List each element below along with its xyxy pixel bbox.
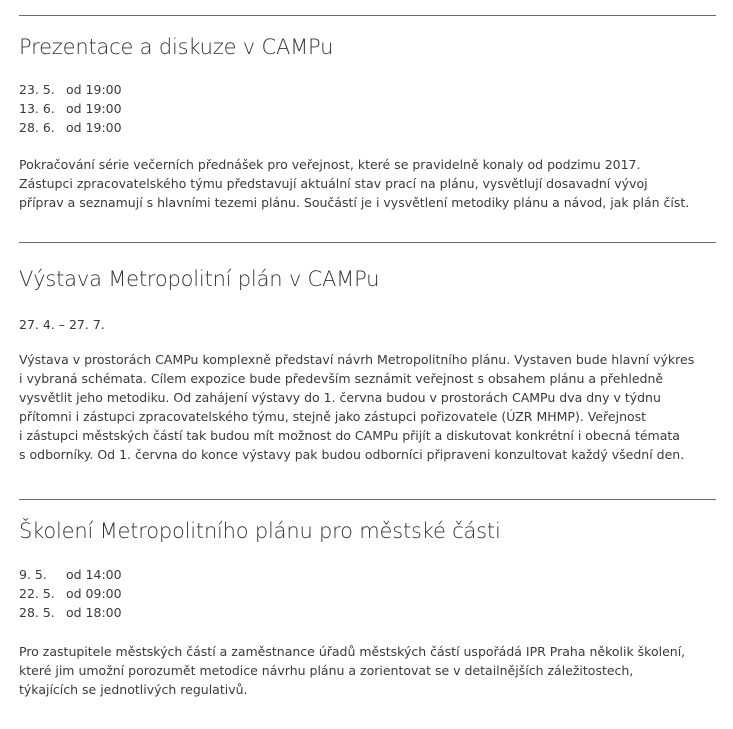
section-description [19, 642, 719, 699]
section-description [19, 350, 719, 464]
date-item [19, 603, 122, 622]
description-line: Výstava v prostorách CAMPu komplexně představí návrh Metropolitního plánu. Vystaven bude hlavní výkres [19, 352, 695, 367]
description-line: které jim umožní porozumět metodice návrhu plánu a zorientovat se v detailnějších záležitostech, [19, 663, 634, 678]
description-line: týkajících se jednotlivých regulativů. [19, 682, 248, 697]
date-day: 23. 5. [19, 82, 55, 97]
date-day: 28. 5. [19, 605, 55, 620]
date-list [19, 80, 122, 137]
date-time: od 09:00 [66, 586, 122, 601]
description-line: Pokračování série večerních přednášek pro veřejnost, které se pravidelně konaly od podzimu 2017. [19, 157, 641, 172]
description-line: příprav a seznamují s hlavními tezemi plánu. Součástí je i vysvětlení metodiky plánu a návod, jak plán číst. [19, 195, 690, 210]
date-item [19, 584, 122, 603]
date-item [19, 315, 105, 334]
date-time: od 14:00 [66, 567, 122, 582]
description-line: přítomni i zástupci zpracovatelského týmu, stejně jako zástupci pořizovatele (ÚZR MHMP). Veřejnost [19, 409, 647, 424]
description-line: vysvětlit jeho metodiku. Od zahájení výstavy do 1. června budou v prostorách CAMPu dva dny v týdnu [19, 390, 661, 405]
date-range: 27. 4. – 27. 7. [19, 317, 105, 332]
date-time: od 19:00 [66, 120, 122, 135]
description-line: Pro zastupitele městských částí a zaměstnance úřadů městských částí uspořádá IPR Praha několik školení, [19, 644, 686, 659]
date-list [19, 315, 105, 334]
date-day: 9. 5. [19, 567, 47, 582]
section-title: Prezentace a diskuze v CAMPu [19, 35, 334, 59]
date-item [19, 80, 122, 99]
date-time: od 18:00 [66, 605, 122, 620]
description-line: s odborníky. Od 1. června do konce výstavy pak budou odborníci připraveni konzultovat každý všední den. [19, 447, 685, 462]
section-description [19, 155, 719, 212]
date-day: 22. 5. [19, 586, 55, 601]
description-line: i vybraná schémata. Cílem expozice bude především seznámit veřejnost s obsahem plánu a přehledně [19, 371, 664, 386]
date-time: od 19:00 [66, 82, 122, 97]
section-divider [19, 242, 716, 243]
date-day: 28. 6. [19, 120, 55, 135]
section-divider [19, 499, 716, 500]
section-title: Výstava Metropolitní plán v CAMPu [19, 267, 380, 291]
date-item [19, 118, 122, 137]
date-day: 13. 6. [19, 101, 55, 116]
date-item [19, 99, 122, 118]
date-item [19, 565, 122, 584]
description-line: i zástupci městských částí tak budou mít možnost do CAMPu přijít a diskutovat konkrétní i obecná témata [19, 428, 680, 443]
description-line: Zástupci zpracovatelského týmu představují aktuální stav prací na plánu, vysvětlují dosavadní vývoj [19, 176, 648, 191]
date-list [19, 565, 122, 622]
date-time: od 19:00 [66, 101, 122, 116]
section-divider [19, 15, 716, 16]
section-title: Školení Metropolitního plánu pro městské části [19, 519, 501, 543]
